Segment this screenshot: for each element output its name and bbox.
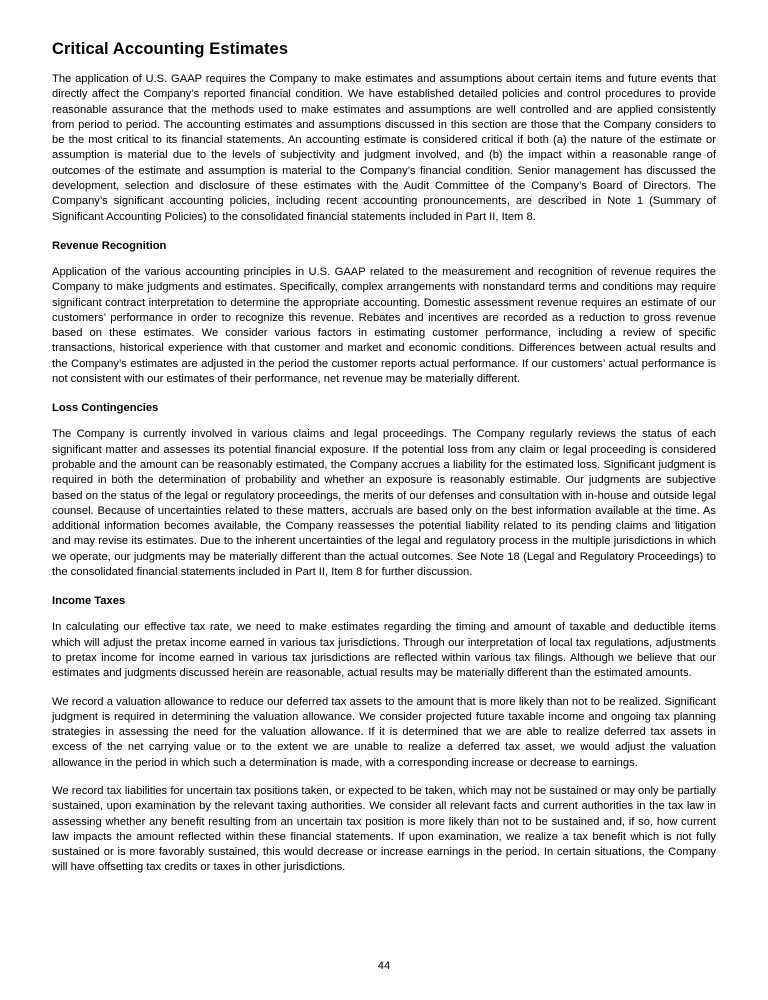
paragraph-loss-contingencies: The Company is currently involved in various claims and legal proceedings. The Company regularly reviews the status of each significant matter and assesses its potential financial exposure. If the potential loss from any claim or legal proceeding is considered probable and the amount can be reasonably estimated, the Company accrues a liability for the estimated loss. Significant judgment is required in both the determination of probability and whether an exposure is reasonably estimable. Our judgments are subjective based on the status of the legal or regulatory proceedings, the merits of our defenses and consultation with in-house and outside legal counsel. Because of uncertainties related to these matters, accruals are based only on the best information available at the time. As additional information becomes available, the Company reassesses the potential liability related to its pending claims and litigation and may revise its estimates. Due to the inherent uncertainties of the legal and regulatory process in the multiple jurisdictions in which we operate, our judgments may be materially different than the actual outcomes. See Note 18 (Legal and Regulatory Proceedings) to the consolidated financial statements included in Part II, Item 8 for further discussion. [52,428,716,579]
document-title: Critical Accounting Estimates [52,40,289,58]
section-heading-revenue-recognition: Revenue Recognition [52,239,167,252]
paragraph-income-taxes-3: We record tax liabilities for uncertain tax positions taken, or expected to be taken, which may not be sustained or may only be partially sustained, upon examination by the relevant taxing authorities. We consider all relevant facts and current authorities in the tax law in assessing whether any benefit resulting from an uncertain tax position is more likely than not to be sustained and, if so, how current law impacts the amount reflected within these financial statements. If upon examination, we realize a tax benefit which is not fully sustained or is more favorably sustained, this would decrease or increase earnings in the period. In certain situations, the Company will have offsetting tax credits or taxes in other jurisdictions. [52,784,716,874]
section-heading-income-taxes: Income Taxes [52,595,126,608]
paragraph-revenue-recognition: Application of the various accounting principles in U.S. GAAP related to the measurement and recognition of revenue requires the Company to make judgments and estimates. Specifically, complex arrangements with nonstandard terms and conditions may require significant contract interpretation to determine the appropriate accounting. Domestic assessment revenue requires an estimate of our customers’ performance in order to recognize this revenue. Rebates and incentives are recorded as a reduction to gross revenue based on these estimates. We consider various factors in estimating customer performance, including a review of specific transactions, historical experience with that customer and market and economic conditions. Differences between actual results and the Company’s estimates are adjusted in the period the customer reports actual performance. If our customers’ actual performance is not consistent with our estimates of their performance, net revenue may be materially different. [52,265,716,386]
intro-paragraph: The application of U.S. GAAP requires the Company to make estimates and assumptions about certain items and future events that directly affect the Company’s reported financial condition. We have established detailed policies and control procedures to provide reasonable assurance that the methods used to make estimates and assumptions are well controlled and are applied consistently from period to period. The accounting estimates and assumptions discussed in this section are those that the Company considers to be the most critical to its financial statements. An accounting estimate is considered critical if both (a) the nature of the estimate or assumption is material due to the levels of subjectivity and judgment involved, and (b) the impact within a reasonable range of outcomes of the estimate and assumption is material to the Company’s financial condition. Senior management has discussed the development, selection and disclosure of these estimates with the Audit Committee of the Company’s Board of Directors. The Company’s significant accounting policies, including recent accounting pronouncements, are described in Note 1 (Summary of Significant Accounting Policies) to the consolidated financial statements included in Part II, Item 8. [52,73,716,223]
paragraph-income-taxes-2: We record a valuation allowance to reduce our deferred tax assets to the amount that is more likely than not to be realized. Significant judgment is required in determining the valuation allowance. We consider projected future taxable income and ongoing tax planning strategies in assessing the need for the valuation allowance. If it is determined that we are able to realize deferred tax assets in excess of the net carrying value or to the extent we are unable to realize a deferred tax asset, we would adjust the valuation allowance in the period in which such a determination is made, with a corresponding increase or decrease to earnings. [52,695,716,769]
paragraph-income-taxes-1: In calculating our effective tax rate, we need to make estimates regarding the timing and amount of taxable and deductible items which will adjust the pretax income earned in various tax jurisdictions. Through our interpretation of local tax regulations, adjustments to pretax income for income earned in various tax jurisdictions are reflected within various tax filings. Although we believe that our estimates and judgments discussed herein are reasonable, actual results may be materially different than the estimated amounts. [52,621,716,680]
section-heading-loss-contingencies: Loss Contingencies [52,402,159,415]
page-number: 44 [377,960,391,972]
